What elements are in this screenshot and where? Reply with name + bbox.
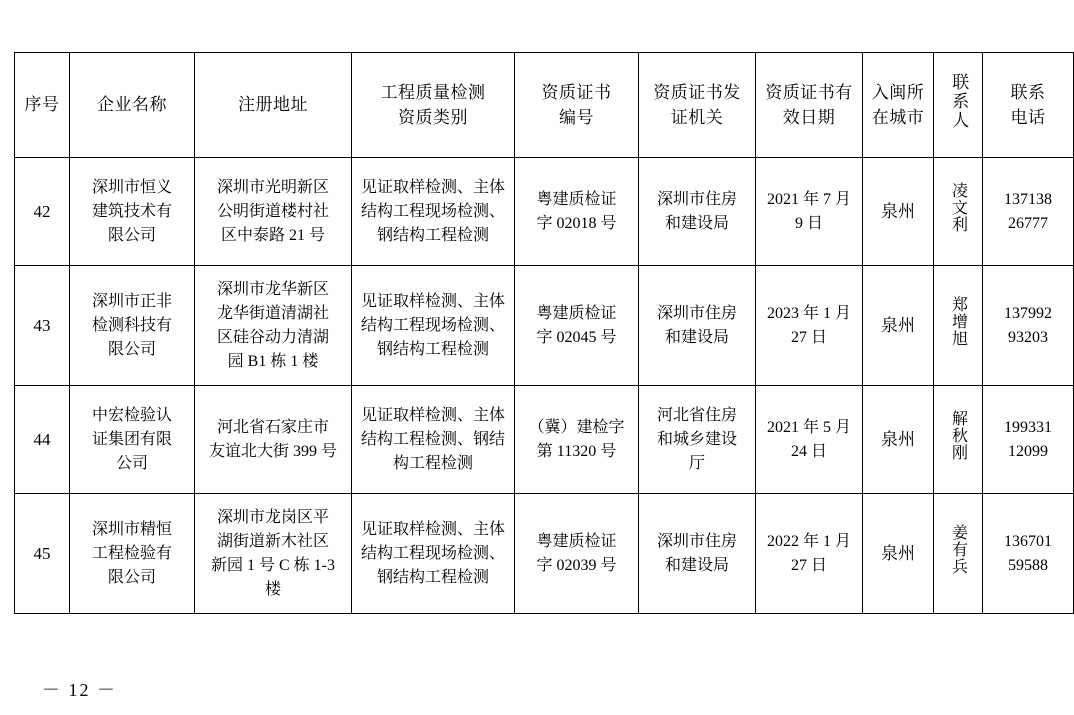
cell-text-line: 河北省石家庄市 xyxy=(216,418,329,436)
cell-text-line: 见证取样检测、主体 xyxy=(360,406,505,424)
cell-issuing-authority xyxy=(639,266,756,386)
cell-city: 泉州 xyxy=(863,386,934,494)
cell-text-line: 粤建质检证 xyxy=(536,532,617,550)
cell-text-line: 见证取样检测、主体 xyxy=(360,178,505,196)
cell-contact-person xyxy=(934,386,983,494)
cell-registered-address xyxy=(195,494,352,614)
cell-text-line: 深圳市正非 xyxy=(91,292,172,310)
cell-text-line: 字 02039 号 xyxy=(536,556,617,574)
cell-text-line: 59588 xyxy=(1008,556,1048,574)
cell-certificate-number xyxy=(515,266,639,386)
cell-issuing-authority xyxy=(639,158,756,266)
cell-enterprise-name xyxy=(70,494,195,614)
cell-text-line: 199331 xyxy=(1004,418,1052,436)
table-header xyxy=(15,53,1074,158)
column-header-contact-phone-line2: 电话 xyxy=(1010,108,1046,127)
cell-text-line: 河北省住房 xyxy=(656,406,737,424)
cell-text-line: 93203 xyxy=(1008,328,1048,346)
cell-city: 泉州 xyxy=(863,494,934,614)
column-header-registered-address: 注册地址 xyxy=(195,53,352,158)
cell-contact-person-text: 姜有兵 xyxy=(949,524,967,575)
column-header-certificate-number xyxy=(515,53,639,158)
cell-text-line: 字 02018 号 xyxy=(536,214,617,232)
cell-text-line: 深圳市龙华新区 xyxy=(216,280,329,298)
column-header-valid-date-line1: 资质证书有 xyxy=(765,82,853,102)
cell-text-line: 证集团有限 xyxy=(91,430,172,448)
cell-text-line: 2021 年 7 月 xyxy=(766,190,851,208)
cell-text-line: 限公司 xyxy=(107,340,156,358)
column-header-contact-person-text: 联系人 xyxy=(949,72,969,130)
cell-enterprise-name xyxy=(70,266,195,386)
cell-certificate-number xyxy=(515,494,639,614)
cell-text-line: 第 11320 号 xyxy=(536,442,617,460)
column-header-issuing-authority xyxy=(639,53,756,158)
column-header-city-line2: 在城市 xyxy=(871,108,925,127)
cell-text-line: 钢结构工程检测 xyxy=(376,226,489,244)
table-row xyxy=(15,494,1074,614)
cell-seq: 44 xyxy=(15,386,70,494)
cell-text-line: 见证取样检测、主体 xyxy=(360,520,505,538)
cell-text-line: 钢结构工程检测 xyxy=(376,340,489,358)
cell-contact-phone xyxy=(983,386,1074,494)
column-header-valid-date xyxy=(756,53,863,158)
cell-text-line: 字 02045 号 xyxy=(536,328,617,346)
cell-text-line: 楼 xyxy=(264,580,281,598)
cell-qualification-category xyxy=(352,266,515,386)
cell-valid-date xyxy=(756,386,863,494)
cell-qualification-category xyxy=(352,494,515,614)
cell-text-line: 结构工程检测、钢结 xyxy=(360,430,505,448)
cell-text-line: 深圳市住房 xyxy=(656,532,737,550)
column-header-enterprise-name: 企业名称 xyxy=(70,53,195,158)
cell-text-line: 区中泰路 21 号 xyxy=(220,226,325,244)
cell-text-line: 公明街道楼村社 xyxy=(216,202,329,220)
cell-text-line: 园 B1 栋 1 楼 xyxy=(227,352,319,370)
cell-text-line: 2022 年 1 月 xyxy=(766,532,851,550)
cell-text-line: （冀）建检字 xyxy=(528,418,625,436)
column-header-city xyxy=(863,53,934,158)
cell-text-line: 限公司 xyxy=(107,226,156,244)
column-header-issuing-authority-line2: 证机关 xyxy=(670,108,724,127)
column-header-contact-phone-line1: 联系 xyxy=(1010,82,1046,102)
cell-text-line: 9 日 xyxy=(794,214,823,232)
column-header-certificate-number-line1: 资质证书 xyxy=(541,82,612,102)
cell-qualification-category xyxy=(352,158,515,266)
cell-registered-address xyxy=(195,386,352,494)
cell-text-line: 和城乡建设 xyxy=(656,430,737,448)
cell-text-line: 2023 年 1 月 xyxy=(766,304,851,322)
cell-text-line: 和建设局 xyxy=(664,214,729,232)
cell-text-line: 深圳市精恒 xyxy=(91,520,172,538)
cell-text-line: 新园 1 号 C 栋 1-3 xyxy=(210,556,335,574)
cell-contact-phone xyxy=(983,266,1074,386)
cell-contact-phone xyxy=(983,158,1074,266)
table-body xyxy=(15,158,1074,614)
cell-text-line: 结构工程现场检测、 xyxy=(360,316,505,334)
cell-text-line: 湖街道新木社区 xyxy=(216,532,329,550)
cell-text-line: 结构工程现场检测、 xyxy=(360,202,505,220)
cell-certificate-number xyxy=(515,386,639,494)
cell-city: 泉州 xyxy=(863,266,934,386)
cell-valid-date xyxy=(756,266,863,386)
column-header-qualification-category xyxy=(352,53,515,158)
page-number: － 12 － xyxy=(42,680,117,700)
cell-text-line: 限公司 xyxy=(107,568,156,586)
column-header-issuing-authority-line1: 资质证书发 xyxy=(653,82,741,102)
cell-text-line: 12099 xyxy=(1008,442,1048,460)
cell-registered-address xyxy=(195,158,352,266)
cell-text-line: 区硅谷动力清湖 xyxy=(216,328,329,346)
cell-text-line: 粤建质检证 xyxy=(536,190,617,208)
cell-text-line: 龙华街道清湖社 xyxy=(216,304,329,322)
cell-text-line: 深圳市住房 xyxy=(656,304,737,322)
cell-text-line: 和建设局 xyxy=(664,556,729,574)
cell-text-line: 钢结构工程检测 xyxy=(376,568,489,586)
cell-text-line: 公司 xyxy=(115,454,148,472)
column-header-contact-person xyxy=(934,53,983,158)
cell-text-line: 工程检验有 xyxy=(91,544,172,562)
cell-text-line: 结构工程现场检测、 xyxy=(360,544,505,562)
cell-text-line: 深圳市光明新区 xyxy=(216,178,329,196)
cell-seq: 42 xyxy=(15,158,70,266)
column-header-seq: 序号 xyxy=(15,53,70,158)
cell-contact-person-text: 解秋刚 xyxy=(949,410,967,461)
cell-text-line: 26777 xyxy=(1008,214,1048,232)
cell-text-line: 构工程检测 xyxy=(392,454,473,472)
cell-contact-phone xyxy=(983,494,1074,614)
cell-text-line: 检测科技有 xyxy=(91,316,172,334)
cell-contact-person xyxy=(934,266,983,386)
cell-issuing-authority xyxy=(639,494,756,614)
cell-seq: 43 xyxy=(15,266,70,386)
cell-qualification-category xyxy=(352,386,515,494)
cell-issuing-authority xyxy=(639,386,756,494)
cell-text-line: 深圳市龙岗区平 xyxy=(216,508,329,526)
column-header-qualification-category-line2: 资质类别 xyxy=(398,108,468,127)
cell-text-line: 137138 xyxy=(1004,190,1052,208)
cell-text-line: 深圳市恒义 xyxy=(91,178,172,196)
cell-text-line: 2021 年 5 月 xyxy=(766,418,851,436)
column-header-contact-phone xyxy=(983,53,1074,158)
cell-text-line: 深圳市住房 xyxy=(656,190,737,208)
cell-text-line: 和建设局 xyxy=(664,328,729,346)
cell-city: 泉州 xyxy=(863,158,934,266)
cell-enterprise-name xyxy=(70,386,195,494)
table-row xyxy=(15,386,1074,494)
cell-text-line: 136701 xyxy=(1004,532,1052,550)
column-header-valid-date-line2: 效日期 xyxy=(782,108,836,127)
cell-enterprise-name xyxy=(70,158,195,266)
table-header-row xyxy=(15,53,1074,158)
cell-contact-person xyxy=(934,158,983,266)
cell-text-line: 见证取样检测、主体 xyxy=(360,292,505,310)
cell-valid-date xyxy=(756,158,863,266)
cell-text-line: 友谊北大街 399 号 xyxy=(208,442,337,460)
cell-contact-person-text: 凌文利 xyxy=(949,182,967,233)
cell-contact-person-text: 郑增旭 xyxy=(949,296,967,347)
table-row xyxy=(15,158,1074,266)
cell-seq: 45 xyxy=(15,494,70,614)
cell-text-line: 27 日 xyxy=(790,556,827,574)
cell-registered-address xyxy=(195,266,352,386)
column-header-qualification-category-line1: 工程质量检测 xyxy=(380,82,486,102)
table-row xyxy=(15,266,1074,386)
cell-text-line: 粤建质检证 xyxy=(536,304,617,322)
cell-text-line: 24 日 xyxy=(790,442,827,460)
cell-text-line: 厅 xyxy=(688,454,705,472)
cell-text-line: 建筑技术有 xyxy=(91,202,172,220)
cell-valid-date xyxy=(756,494,863,614)
column-header-certificate-number-line2: 编号 xyxy=(559,108,594,127)
cell-certificate-number xyxy=(515,158,639,266)
cell-text-line: 中宏检验认 xyxy=(91,406,172,424)
cell-text-line: 137992 xyxy=(1004,304,1052,322)
enterprise-qualification-table xyxy=(14,52,1052,614)
cell-contact-person xyxy=(934,494,983,614)
column-header-city-line1: 入闽所 xyxy=(871,82,925,102)
cell-text-line: 27 日 xyxy=(790,328,827,346)
